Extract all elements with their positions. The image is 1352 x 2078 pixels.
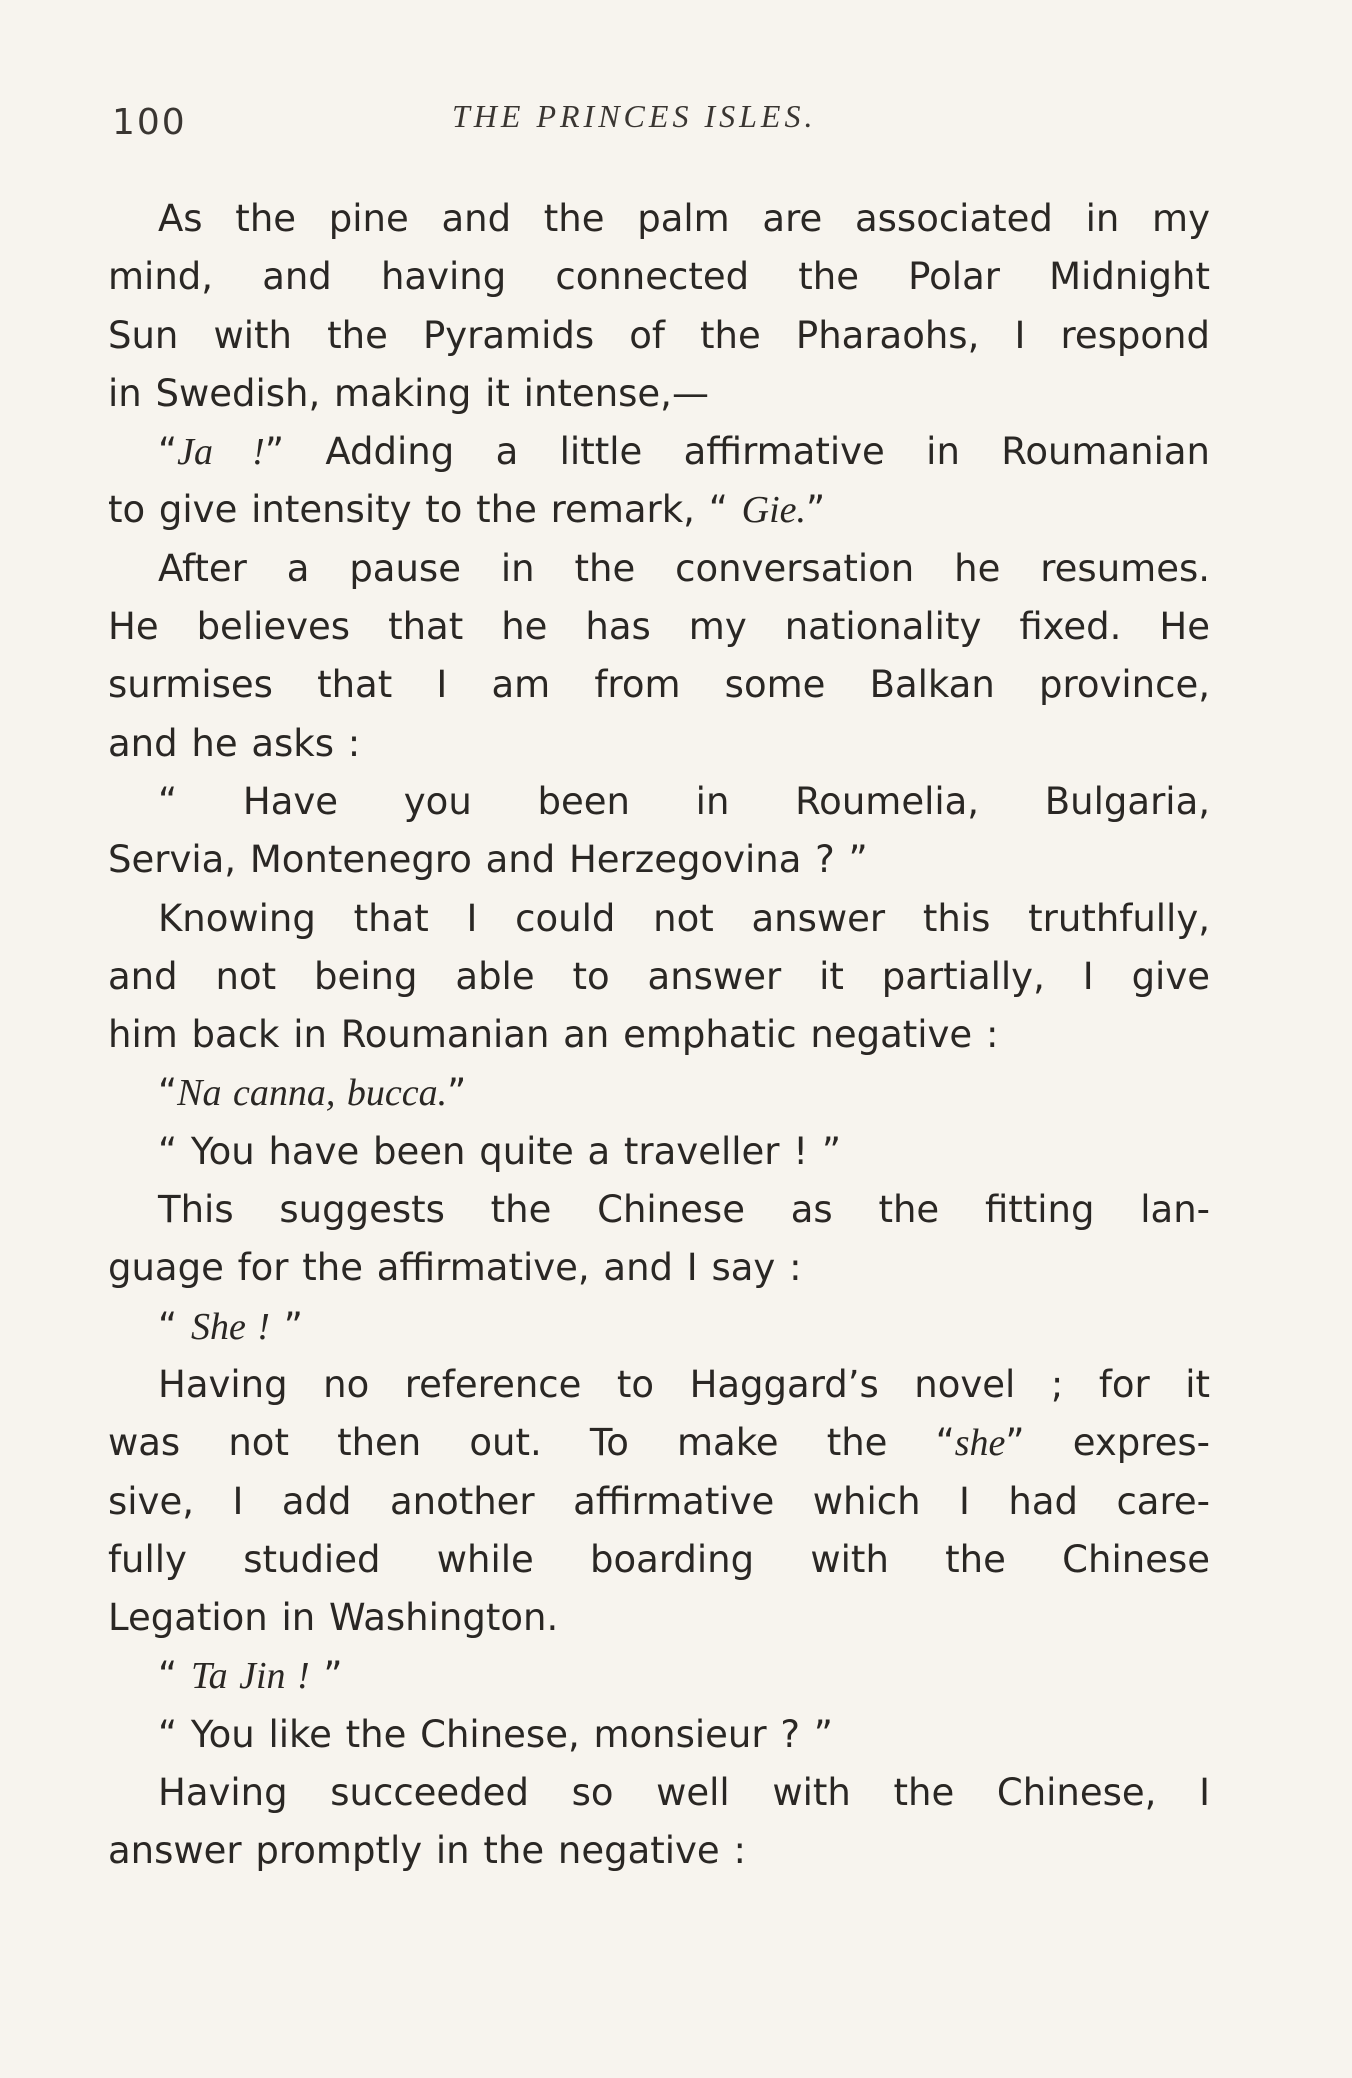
text-segment: “	[158, 1071, 178, 1115]
page-number: 100	[112, 102, 187, 143]
text-segment: ” expres-	[1005, 1421, 1211, 1465]
italic-phrase: she	[954, 1422, 1006, 1465]
text-line: This suggests the Chinese as the fitting lan-	[158, 1188, 1210, 1232]
text-line	[108, 423, 1210, 481]
text-line: guage for the affirmative, and I say :	[108, 1246, 802, 1290]
italic-phrase: Gie.	[741, 489, 806, 532]
text-segment: to give intensity to the remark, “	[108, 488, 742, 532]
text-line: Sun with the Pyramids of the Pharaohs, I respond	[108, 313, 1210, 357]
text-line	[108, 481, 1210, 539]
text-segment: “	[158, 1654, 191, 1698]
body-text	[108, 190, 1210, 1881]
text-line: and he asks :	[108, 721, 361, 765]
text-segment: “	[158, 1304, 191, 1348]
text-line: Having no reference to Haggard’s novel ; for it	[158, 1362, 1210, 1406]
text-line: in Swedish, making it intense,—	[108, 371, 709, 415]
text-line	[108, 1064, 1210, 1122]
text-segment: ”	[806, 488, 826, 532]
text-line: After a pause in the conversation he resumes.	[158, 546, 1210, 590]
text-line: Servia, Montenegro and Herzegovina ? ”	[108, 838, 868, 882]
text-line	[108, 1298, 1210, 1356]
text-line	[108, 1414, 1210, 1472]
text-line: As the pine and the palm are associated in my	[158, 197, 1210, 240]
text-line: answer promptly in the negative :	[108, 1829, 746, 1873]
text-line: fully studied while boarding with the Chinese	[108, 1537, 1210, 1581]
text-line: Legation in Washington.	[108, 1596, 559, 1640]
text-segment: ”	[269, 1304, 303, 1348]
text-line: Having succeeded so well with the Chinese, I	[158, 1771, 1210, 1815]
text-line: surmises that I am from some Balkan province,	[108, 663, 1210, 707]
page-header	[112, 98, 1232, 158]
running-title: THE PRINCES ISLES.	[452, 98, 817, 134]
text-line: sive, I add another affirmative which I had care-	[108, 1479, 1210, 1523]
text-line: “ Have you been in Roumelia, Bulgaria,	[158, 779, 1210, 823]
text-segment: was not then out. To make the “	[108, 1421, 955, 1465]
text-line: “ You like the Chinese, monsieur ? ”	[158, 1712, 833, 1756]
italic-phrase: Na canna, bucca.	[177, 1072, 448, 1115]
italic-phrase: She !	[190, 1305, 270, 1348]
text-line: mind, and having connected the Polar Midnight	[108, 255, 1210, 299]
text-segment: ”	[447, 1071, 467, 1115]
text-line	[108, 1647, 1210, 1705]
text-segment: ”	[309, 1654, 343, 1698]
italic-phrase: Ja !	[177, 431, 265, 474]
text-segment: “	[158, 430, 178, 474]
text-line: him back in Roumanian an emphatic negative :	[108, 1013, 999, 1057]
text-line: “ You have been quite a traveller ! ”	[158, 1129, 842, 1173]
text-line: and not being able to answer it partially, I give	[108, 954, 1210, 998]
text-line: He believes that he has my nationality fixed. He	[108, 605, 1210, 649]
italic-phrase: Ta Jin !	[190, 1655, 310, 1698]
text-line: Knowing that I could not answer this truthfully,	[158, 896, 1210, 940]
text-segment: ” Adding a little affirmative in Roumanian	[264, 430, 1210, 474]
